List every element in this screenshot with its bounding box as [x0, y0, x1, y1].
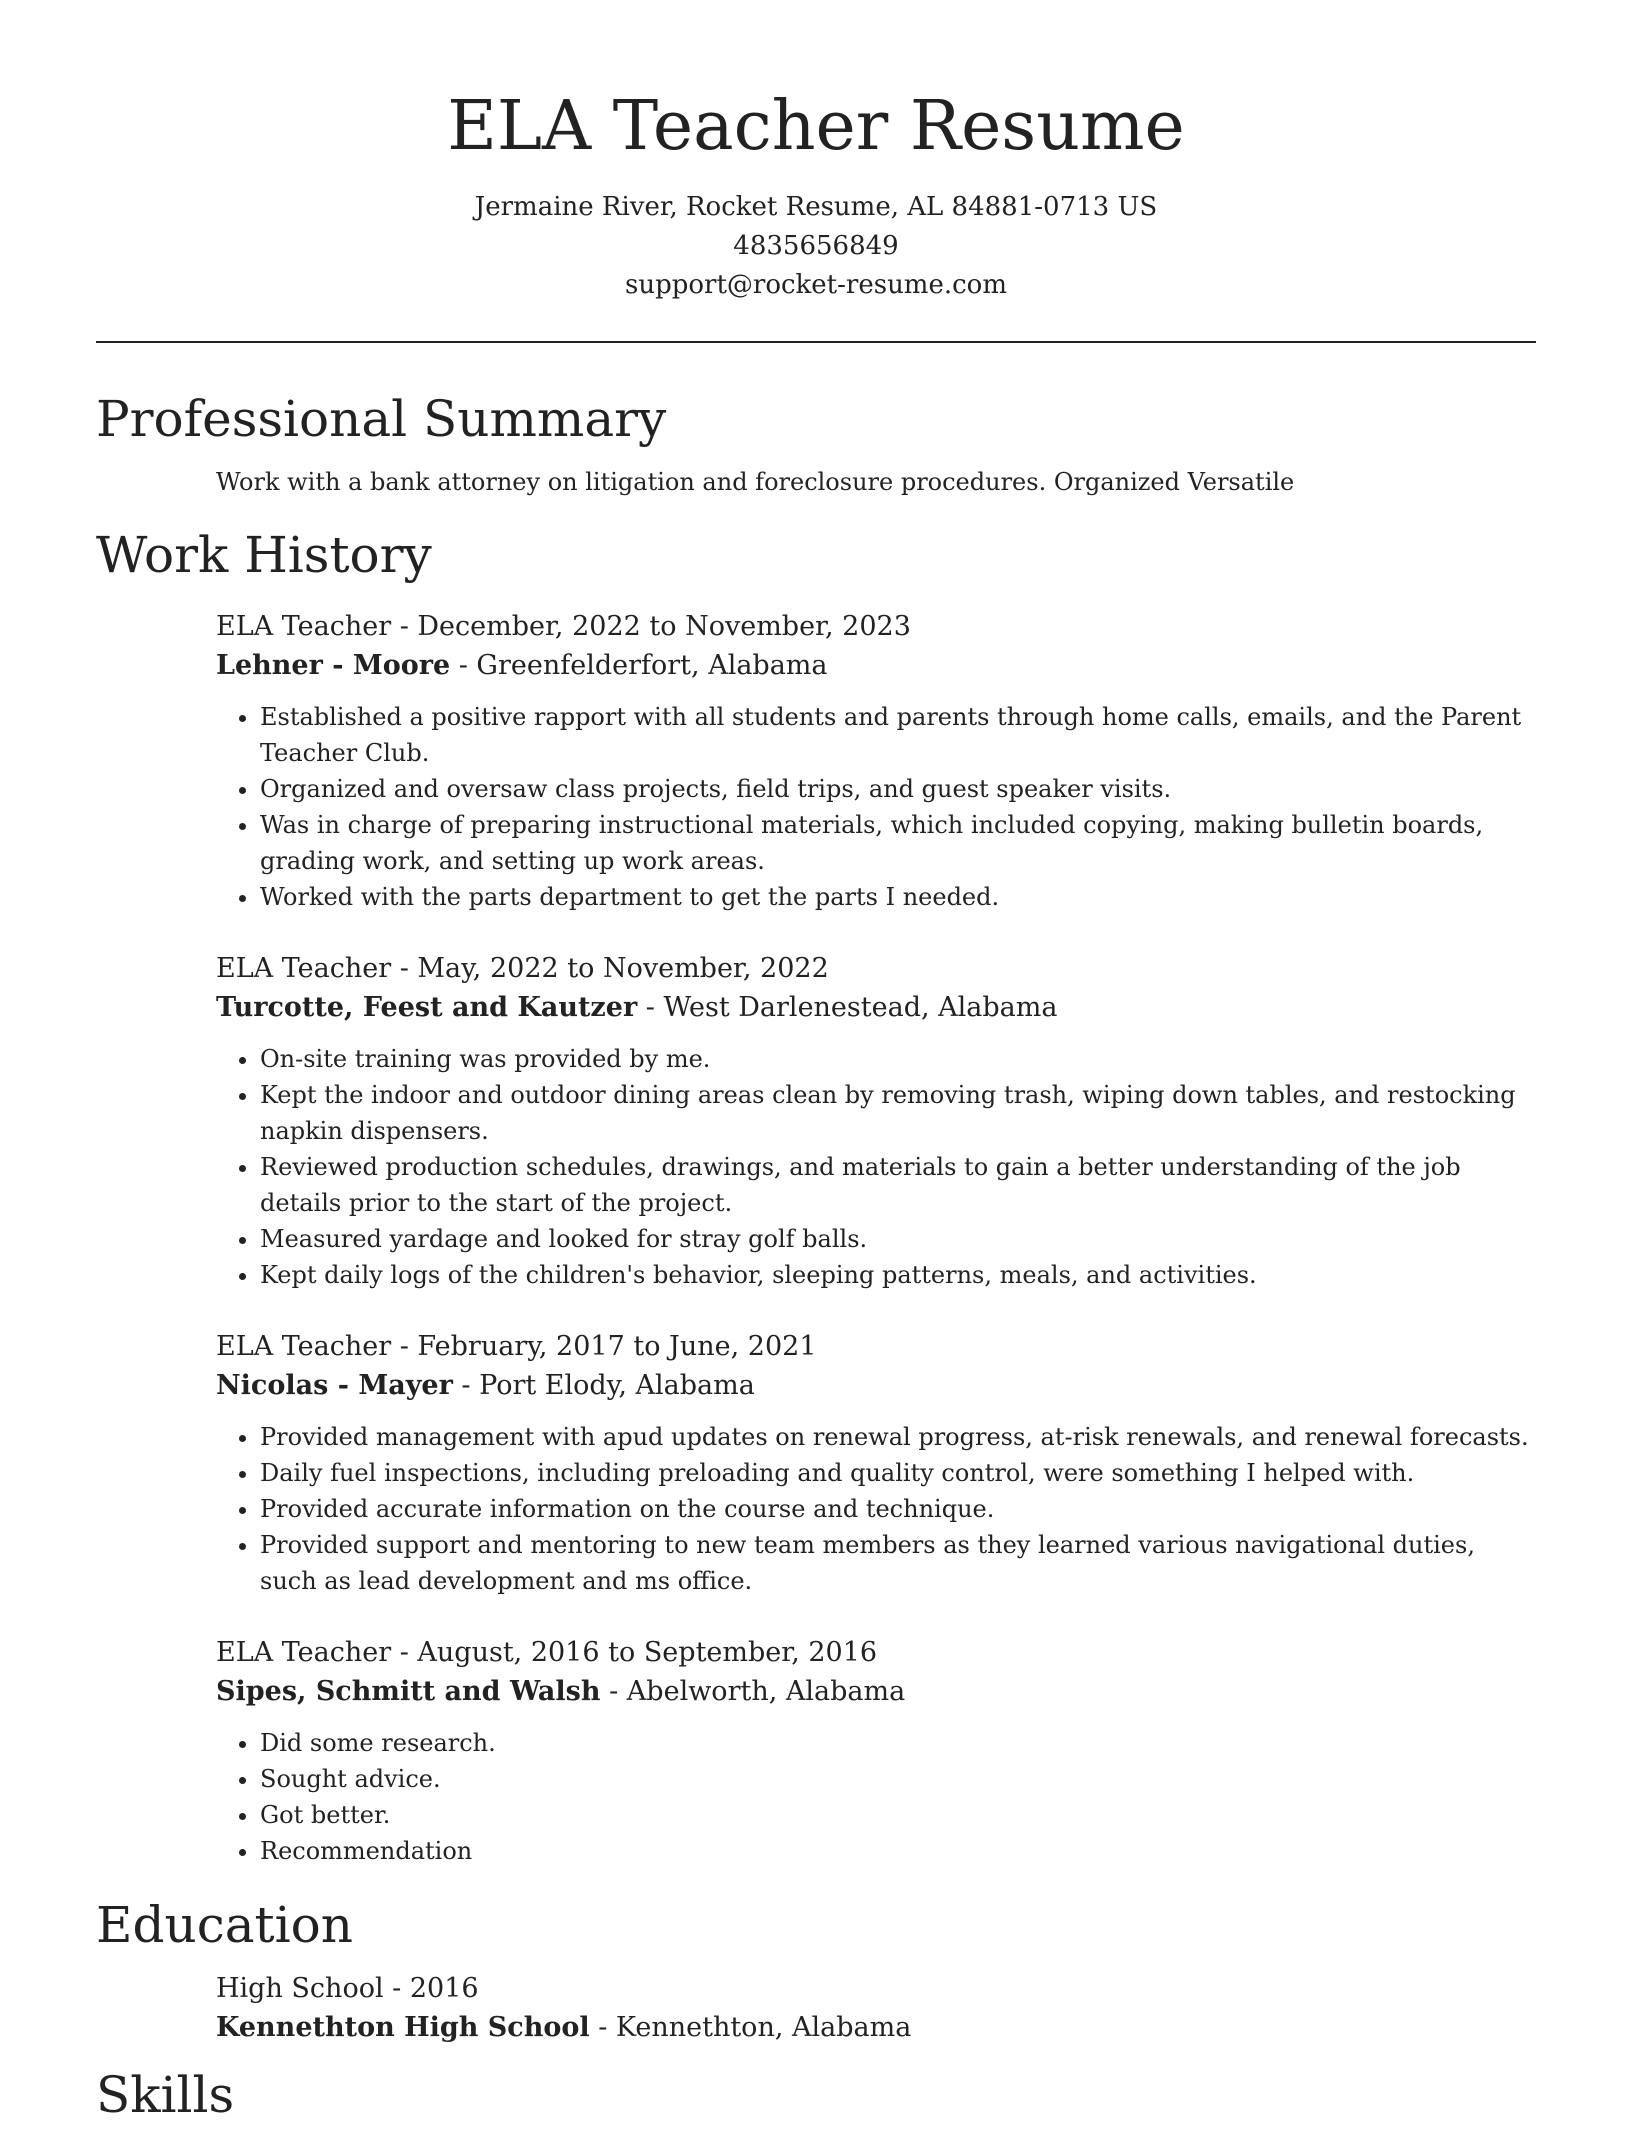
job-duty: • Kept daily logs of the children's behavior, sleeping patterns, meals, and activities. [260, 1257, 1536, 1293]
job-duties-list [216, 1725, 1536, 1869]
job-duty: • Did some research. [260, 1725, 1536, 1761]
job-location: - Abelworth, Alabama [600, 1676, 906, 1707]
job-duty: • Provided management with apud updates on renewal progress, at-risk renewals, and renewal forecasts. [260, 1419, 1536, 1455]
job-company: Turcotte, Feest and Kautzer [216, 992, 638, 1023]
work-history-heading: Work History [96, 526, 432, 584]
job-company: Lehner - Moore [216, 650, 451, 681]
skills-heading: Skills [96, 2066, 235, 2124]
education-degree: High School [216, 1973, 384, 2004]
job-dates: - December, 2022 to November, 2023 [391, 611, 911, 642]
contact-address: Jermaine River, Rocket Resume, AL 84881-0713 US [474, 192, 1158, 222]
job-entry [216, 1327, 1536, 1599]
job-duty: • Provided support and mentoring to new team members as they learned various navigational duties, such as lead development and ms office. [260, 1527, 1536, 1599]
job-duty: • Established a positive rapport with all students and parents through home calls, emails, and the Parent Teacher Club. [260, 699, 1536, 771]
job-duty: • Reviewed production schedules, drawings, and materials to gain a better understanding of the job details prior to the start of the project. [260, 1149, 1536, 1221]
job-location: - West Darlenestead, Alabama [637, 992, 1058, 1023]
summary-text: Work with a bank attorney on litigation and foreclosure procedures. Organized Versatile [216, 468, 1295, 496]
contact-block [96, 188, 1536, 305]
education-location: - Kennethton, Alabama [589, 2012, 912, 2043]
job-duty: • Organized and oversaw class projects, field trips, and guest speaker visits. [260, 771, 1536, 807]
header-divider [96, 341, 1536, 343]
job-dates: - February, 2017 to June, 2021 [391, 1331, 817, 1362]
job-entry [216, 607, 1536, 915]
job-company-line [216, 646, 1536, 685]
job-duty: • Recommendation [260, 1833, 1536, 1869]
job-company: Sipes, Schmitt and Walsh [216, 1676, 601, 1707]
job-entry [216, 1633, 1536, 1869]
job-title-line [216, 1327, 1536, 1366]
job-company-line [216, 1672, 1536, 1711]
job-duty: • Daily fuel inspections, including preloading and quality control, were something I helped with. [260, 1455, 1536, 1491]
resume-page [96, 0, 1536, 2129]
education-year: - 2016 [383, 1973, 479, 2004]
job-duty: • Measured yardage and looked for stray golf balls. [260, 1221, 1536, 1257]
job-role: ELA Teacher [216, 953, 392, 984]
job-dates: - May, 2022 to November, 2022 [391, 953, 829, 984]
job-duty: • Kept the indoor and outdoor dining areas clean by removing trash, wiping down tables, and restocking napkin dispensers. [260, 1077, 1536, 1149]
job-title-line [216, 949, 1536, 988]
job-title-line [216, 1633, 1536, 1672]
summary-heading: Professional Summary [96, 390, 667, 448]
job-location: - Greenfelderfort, Alabama [450, 650, 828, 681]
job-duty: • Got better. [260, 1797, 1536, 1833]
job-duty: • Worked with the parts department to get the parts I needed. [260, 879, 1536, 915]
education-degree-line [216, 1969, 1536, 2008]
job-dates: - August, 2016 to September, 2016 [391, 1637, 878, 1668]
job-duty: • On-site training was provided by me. [260, 1041, 1536, 1077]
job-title-line [216, 607, 1536, 646]
job-company: Nicolas - Mayer [216, 1370, 453, 1401]
contact-phone: 4835656849 [733, 231, 899, 261]
job-role: ELA Teacher [216, 1637, 392, 1668]
education-school: Kennethton High School [216, 2012, 590, 2043]
job-duties-list [216, 1041, 1536, 1293]
job-duties-list [216, 1419, 1536, 1599]
job-entry [216, 949, 1536, 1293]
job-location: - Port Elody, Alabama [452, 1370, 755, 1401]
job-company-line [216, 1366, 1536, 1405]
job-duty: • Provided accurate information on the course and technique. [260, 1491, 1536, 1527]
education-heading: Education [96, 1896, 353, 1954]
job-duties-list [216, 699, 1536, 915]
education-school-line [216, 2008, 1536, 2047]
contact-email: support@rocket-resume.com [624, 270, 1007, 300]
resume-header [96, 0, 1536, 305]
resume-title: ELA Teacher Resume [447, 87, 1185, 166]
job-role: ELA Teacher [216, 1331, 392, 1362]
job-duty: • Sought advice. [260, 1761, 1536, 1797]
job-company-line [216, 988, 1536, 1027]
job-role: ELA Teacher [216, 611, 392, 642]
job-duty: • Was in charge of preparing instructional materials, which included copying, making bulletin boards, grading work, and setting up work areas. [260, 807, 1536, 879]
education-entry [216, 1969, 1536, 2047]
